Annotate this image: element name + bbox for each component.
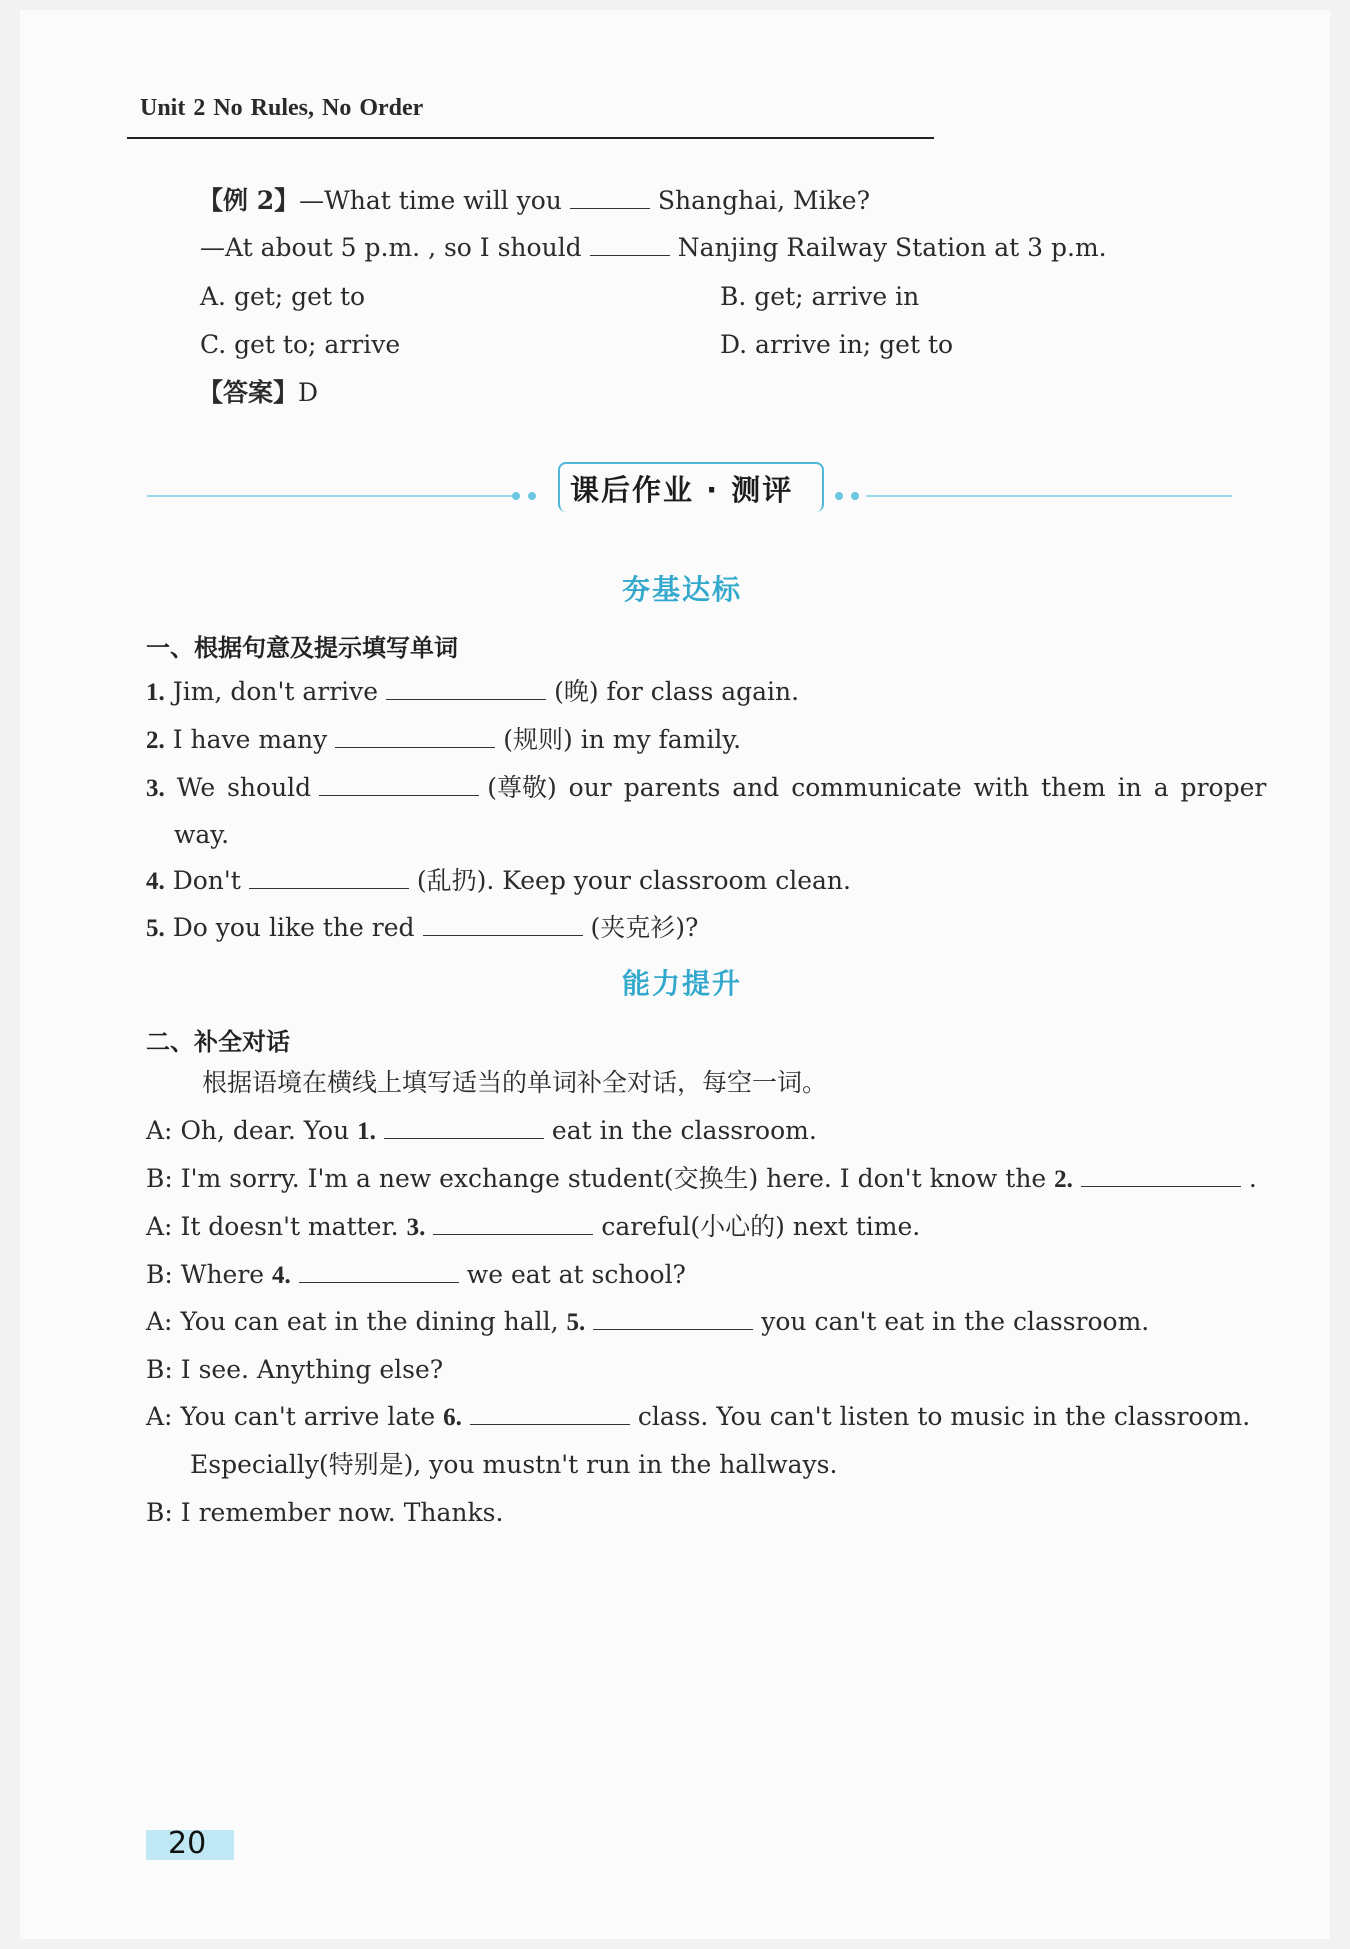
answer-value: D [298, 378, 319, 407]
answer-blank [335, 725, 495, 748]
banner-dot [851, 492, 859, 500]
blank-number: 1. [357, 1118, 376, 1145]
dialogue-line-3 [146, 1212, 920, 1243]
speaker-label: A: [146, 1307, 173, 1336]
dialogue-text: eat in the classroom. [551, 1116, 817, 1145]
blank-number: 5. [566, 1309, 586, 1336]
dialogue-text: Where [180, 1260, 265, 1289]
exercise-item-2 [146, 725, 741, 756]
speaker-label: B: [146, 1498, 173, 1527]
item-number: 2. [146, 727, 165, 754]
item-number: 3. [146, 775, 165, 802]
section-ability-title: 能力提升 [622, 967, 743, 1000]
item-text: (乱扔). Keep your classroom clean. [416, 866, 851, 895]
option-d: D. arrive in; get to [720, 330, 954, 359]
speaker-label: A: [146, 1116, 173, 1145]
option-a: A. get; get to [200, 282, 366, 311]
page-number: 20 [168, 1826, 207, 1861]
banner-line-right [866, 495, 1232, 497]
item-text: We should [176, 773, 312, 802]
answer-blank [590, 233, 670, 256]
answer-blank [386, 677, 546, 700]
answer-blank [299, 1260, 459, 1283]
speaker-label: B: [146, 1260, 173, 1289]
answer-blank [1081, 1164, 1241, 1187]
answer-blank [319, 773, 479, 796]
answer-tag: 【答案】 [198, 378, 299, 407]
banner-dot [512, 492, 520, 500]
answer-blank [423, 913, 583, 936]
answer-blank [470, 1402, 630, 1425]
item-text: Do you like the red [172, 913, 415, 942]
dialogue-text: I see. Anything else? [180, 1355, 444, 1384]
example-q2-end: Nanjing Railway Station at 3 p.m. [677, 233, 1107, 262]
exercise-item-1 [146, 677, 799, 708]
item-text: I have many [172, 725, 328, 754]
dialogue-line-2 [146, 1164, 1257, 1195]
dialogue-line-9 [146, 1498, 503, 1528]
item-text: (夹克衫)? [590, 913, 699, 942]
example-question-1 [198, 186, 870, 216]
answer-blank [570, 186, 650, 209]
speaker-label: B: [146, 1355, 173, 1384]
dialogue-text: we eat at school? [466, 1260, 686, 1289]
dialogue-text: I remember now. Thanks. [180, 1498, 504, 1527]
dialogue-text: It doesn't matter. [180, 1212, 399, 1241]
dialogue-text: I'm sorry. I'm a new exchange student(交换生) here. I don't know the [180, 1164, 1047, 1193]
banner-line-left [147, 495, 517, 497]
answer-blank [249, 866, 409, 889]
answer-blank [433, 1212, 593, 1235]
blank-number: 4. [272, 1262, 291, 1289]
dialogue-line-5 [146, 1307, 1149, 1338]
exercise-item-3 [146, 773, 1266, 804]
item-text: (尊敬) our parents and communicate with them in a proper [487, 773, 1267, 802]
dialogue-line-1 [146, 1116, 817, 1147]
dialogue-text: class. You can't listen to music in the classroom. [637, 1402, 1251, 1431]
item-text: Don't [172, 866, 241, 895]
item-number: 4. [146, 868, 165, 895]
exercise-item-4 [146, 866, 851, 897]
section-basic-title: 夯基达标 [622, 573, 743, 606]
option-b: B. get; arrive in [720, 282, 920, 311]
part2-heading: 二、补全对话 [146, 1028, 290, 1056]
blank-number: 3. [406, 1214, 426, 1241]
example-q1-end: Shanghai, Mike? [657, 186, 870, 215]
dialogue-text: careful(小心的) next time. [601, 1212, 921, 1241]
banner-dot [528, 492, 536, 500]
dialogue-text: you can't eat in the classroom. [761, 1307, 1150, 1336]
dialogue-text: You can eat in the dining hall, [180, 1307, 559, 1336]
dialogue-text: . [1248, 1164, 1257, 1193]
exercise-item-3-cont: way. [174, 820, 230, 849]
blank-number: 2. [1054, 1166, 1073, 1193]
speaker-label: A: [146, 1212, 173, 1241]
dialogue-line-8: Especially(特别是), you mustn't run in the hallways. [190, 1450, 838, 1479]
dialogue-line-4 [146, 1260, 686, 1291]
item-text: Jim, don't arrive [172, 677, 379, 706]
speaker-label: A: [146, 1402, 173, 1431]
dialogue-line-7 [146, 1402, 1250, 1433]
option-c: C. get to; arrive [200, 330, 401, 359]
dialogue-line-6 [146, 1355, 443, 1385]
item-text: (晚) for class again. [554, 677, 800, 706]
answer-blank [593, 1307, 753, 1330]
header-rule [127, 137, 934, 139]
exercise-item-5 [146, 913, 698, 944]
banner-dot [835, 492, 843, 500]
item-number: 1. [146, 679, 165, 706]
answer-blank [384, 1116, 544, 1139]
dialogue-text: You can't arrive late [180, 1402, 436, 1431]
example-q2-start: —At about 5 p.m. , so I should [200, 233, 582, 262]
example-tag: 【例 2】 [198, 186, 300, 215]
example-q1-start: —What time will you [299, 186, 562, 215]
unit-title: Unit 2 No Rules, No Order [140, 95, 424, 121]
dialogue-text: Oh, dear. You [180, 1116, 350, 1145]
example-answer [198, 378, 318, 408]
speaker-label: B: [146, 1164, 173, 1193]
part1-heading: 一、根据句意及提示填写单词 [146, 634, 458, 662]
item-number: 5. [146, 915, 165, 942]
blank-number: 6. [443, 1404, 462, 1431]
part2-instruction: 根据语境在横线上填写适当的单词补全对话，每空一词。 [202, 1068, 828, 1097]
banner-title: 课后作业 · 测评 [570, 473, 794, 507]
example-question-2 [200, 233, 1107, 263]
item-text: (规则) in my family. [503, 725, 742, 754]
